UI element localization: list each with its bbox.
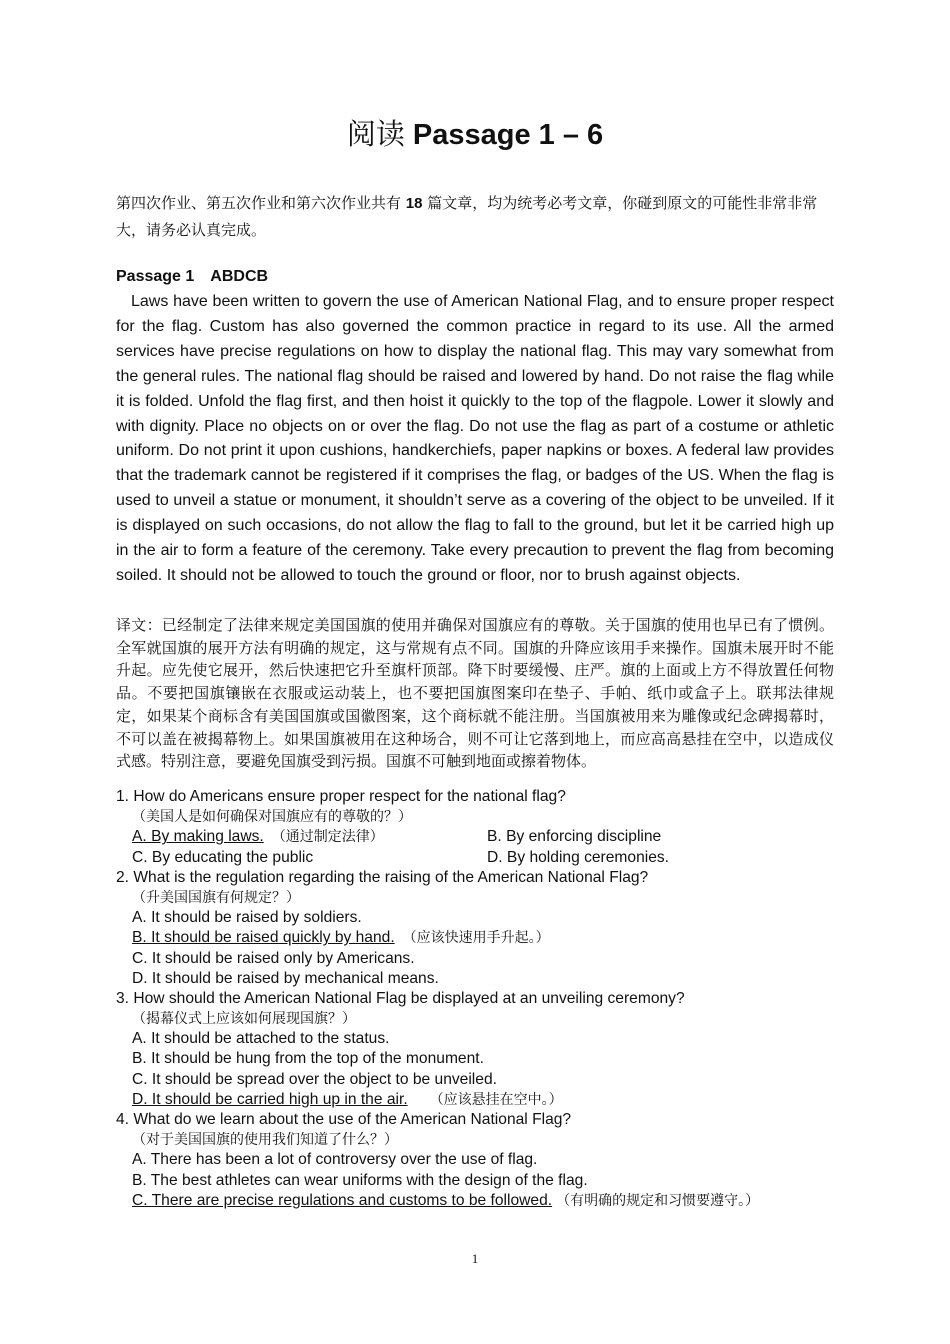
passage-answer-key: ABDCB (210, 268, 269, 285)
question-1-cn: （美国人是如何确保对国旗应有的尊敬的？） (132, 809, 412, 826)
question-2-option-b-row (116, 928, 856, 948)
question-4-option-b: B. The best athletes can wear uniforms with the design of the flag. (132, 1171, 588, 1189)
question-1-text: 1. How do Americans ensure proper respect for the national flag? (116, 788, 566, 805)
question-2-option-b: B. It should be raised quickly by hand. (132, 929, 395, 947)
question-3-option-a: A. It should be attached to the status. (132, 1030, 390, 1048)
question-3-option-d-cn: （应该悬挂在空中。） (429, 1091, 563, 1108)
question-4-option-a: A. There has been a lot of controversy over the use of flag. (132, 1151, 538, 1169)
question-1-options-row-2 (116, 848, 856, 868)
intro-count: 18 (405, 195, 423, 212)
question-1-option-d: D. By holding ceremonies. (487, 848, 670, 866)
page-title (0, 112, 950, 153)
page-title-en: Passage 1 – 6 (412, 119, 604, 151)
passage-label: Passage 1 (116, 268, 195, 285)
question-3-option-b: B. It should be hung from the top of the monument. (132, 1050, 484, 1068)
intro-paragraph (116, 190, 834, 243)
question-4-option-c-cn: （有明确的规定和习惯要遵守。） (556, 1192, 760, 1209)
question-4-text: 4. What do we learn about the use of the American National Flag? (116, 1111, 572, 1128)
question-2-option-d: D. It should be raised by mechanical means. (132, 969, 439, 987)
question-4-option-c: C. There are precise regulations and customs to be followed. (132, 1191, 553, 1209)
question-3-option-c: C. It should be spread over the object to be unveiled. (132, 1070, 497, 1088)
question-2-text: 2. What is the regulation regarding the raising of the American National Flag? (116, 868, 649, 886)
question-1-option-a: A. By making laws. (132, 828, 264, 846)
question-list (116, 787, 856, 1211)
question-2-option-c: C. It should be raised only by Americans. (132, 949, 415, 967)
question-3-cn: （揭幕仪式上应该如何展现国旗？） (132, 1011, 356, 1028)
question-1-options-row-1 (116, 827, 856, 847)
question-2-option-a: A. It should be raised by soldiers. (132, 909, 362, 927)
question-4-cn: （对于美国国旗的使用我们知道了什么？） (132, 1132, 398, 1149)
passage-translation: 译文：已经制定了法律来规定美国国旗的使用并确保对国旗应有的尊敬。关于国旗的使用也早已有了惯例。全军就国旗的展开方法有明确的规定，这与常规有点不同。国旗的升降应该用手来操作。国旗未展开时不能升起。应先使它展开，然后快速把它升至旗杆顶部。降下时要缓慢、庄严。旗的上面或上方不得放置任何物品。不要把国旗镶嵌在衣服或运动装上，也不要把国旗图案印在垫子、手帕、纸巾或盒子上。联邦法律规定，如果某个商标含有美国国旗或国徽图案，这个商标就不能注册。当国旗被用来为雕像或纪念碑揭幕时，不可以盖在被揭幕物上。如果国旗被用在这种场合，则不可让它落到地上，而应高高悬挂在空中，以造成仪式感。特别注意，要避免国旗受到污损。国旗不可触到地面或擦着物体。 (116, 616, 834, 771)
question-4-option-c-row (116, 1191, 856, 1211)
question-1-option-b: B. By enforcing discipline (487, 828, 662, 846)
passage-heading (116, 266, 268, 288)
passage-text: Laws have been written to govern the use of American National Flag, and to ensure proper respect for the flag. Custom has also governed the common practice in regard to its use. All the armed services have precise regulations on how to display the national flag. This may vary somewhat from the general rules. The national flag should be raised and lowered by hand. Do not raise the flag while it is folded. Unfold the flag first, and then hoist it quickly to the top of the flagpole. Lower it slowly and with dignity. Place no objects on or over the flag. Do not use the flag as part of a costume or athletic uniform. Do not print it upon cushions, handkerchiefs, paper napkins or boxes. A federal law provides that the trademark cannot be registered if it comprises the flag, or badges of the US. When the flag is used to unveil a statue or monument, it shouldn’t serve as a covering of the object to be unveiled. If it is displayed on such occasions, do not allow the flag to fall to the ground, but let it be carried high up in the air to form a feature of the ceremony. Take every precaution to prevent the flag from becoming soiled. It should not be allowed to touch the ground or floor, nor to brush against objects. (116, 293, 834, 584)
page-title-cn: 阅读 (346, 117, 405, 151)
question-2-option-b-cn: （应该快速用手升起。） (402, 930, 550, 947)
question-3-option-d: D. It should be carried high up in the air. (132, 1090, 408, 1108)
question-1-option-a-cn: （通过制定法律） (271, 829, 384, 846)
question-3-option-d-row (116, 1090, 856, 1110)
intro-before: 第四次作业、第五次作业和第六次作业共有 (116, 194, 402, 212)
question-2-cn: （升美国国旗有何规定？） (132, 889, 300, 906)
page-number: 1 (471, 1251, 479, 1266)
question-1-option-c: C. By educating the public (132, 848, 314, 866)
question-3-text: 3. How should the American National Flag be displayed at an unveiling ceremony? (116, 989, 685, 1007)
intro-after: 篇文章，均为统考必考文章，你碰到原文的可能性非常非常大，请务必认真完成。 (116, 194, 818, 239)
